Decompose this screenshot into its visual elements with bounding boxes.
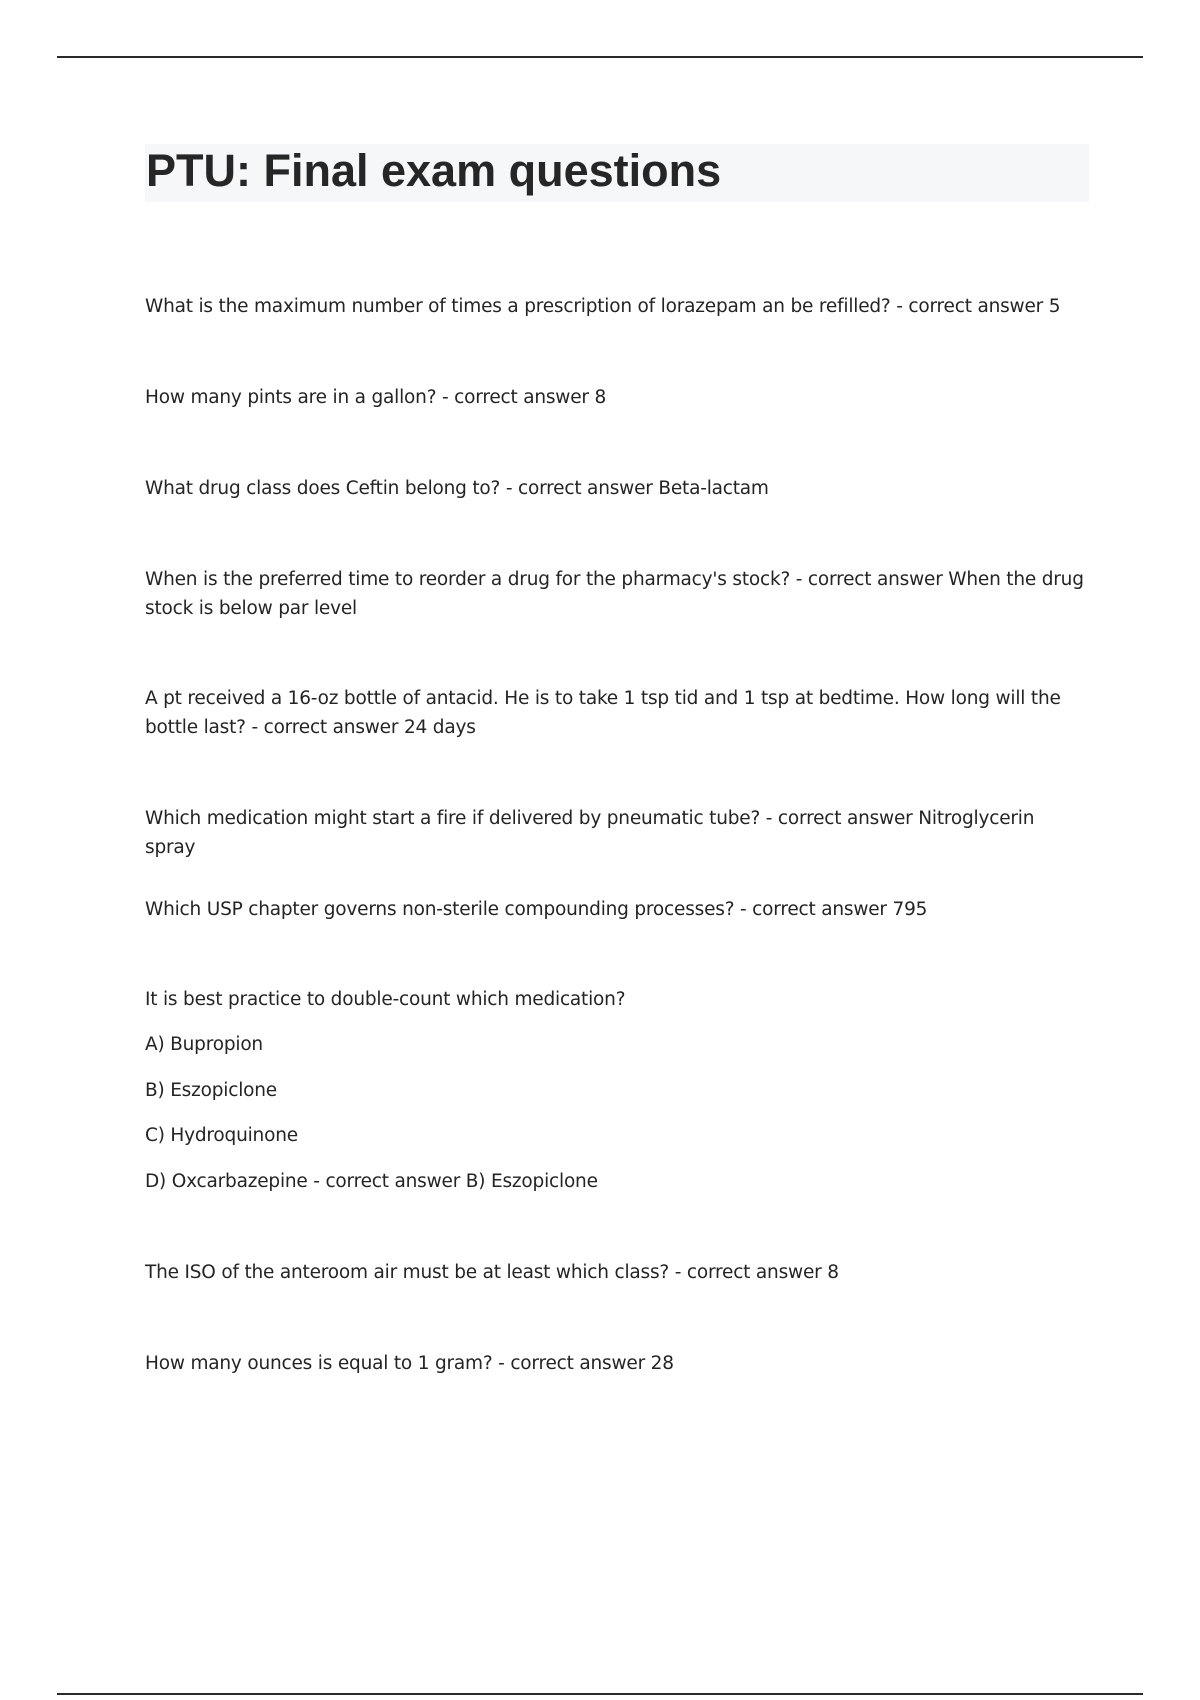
question-item-3: What drug class does Ceftin belong to? - correct answer Beta-lactam (145, 478, 769, 499)
page-title: PTU: Final exam questions (146, 145, 722, 196)
bottom-divider (57, 1693, 1143, 1695)
option-c: C) Hydroquinone (145, 1125, 298, 1146)
question-item-10: How many ounces is equal to 1 gram? - correct answer 28 (145, 1353, 674, 1374)
option-d-with-answer: D) Oxcarbazepine - correct answer B) Eszopiclone (145, 1171, 598, 1192)
question-item-6: Which medication might start a fire if delivered by pneumatic tube? - correct answer Nitroglycerin spray (145, 808, 1035, 858)
question-item-4: When is the preferred time to reorder a drug for the pharmacy's stock? - correct answer When the drug stock is below par level (145, 569, 1084, 619)
question-item-7: Which USP chapter governs non-sterile compounding processes? - correct answer 795 (145, 899, 928, 920)
option-b: B) Eszopiclone (145, 1080, 277, 1101)
question-item-2: How many pints are in a gallon? - correct answer 8 (145, 387, 607, 408)
top-divider (57, 56, 1143, 58)
question-item-5: A pt received a 16-oz bottle of antacid. He is to take 1 tsp tid and 1 tsp at bedtime. How long will the bottle last? - correct answer 24 days (145, 688, 1061, 738)
question-text: It is best practice to double-count which medication? (145, 989, 626, 1010)
question-item-9: The ISO of the anteroom air must be at least which class? - correct answer 8 (145, 1262, 839, 1283)
question-item-1: What is the maximum number of times a prescription of lorazepam an be refilled? - correct answer 5 (145, 296, 1061, 317)
option-a: A) Bupropion (145, 1034, 263, 1055)
